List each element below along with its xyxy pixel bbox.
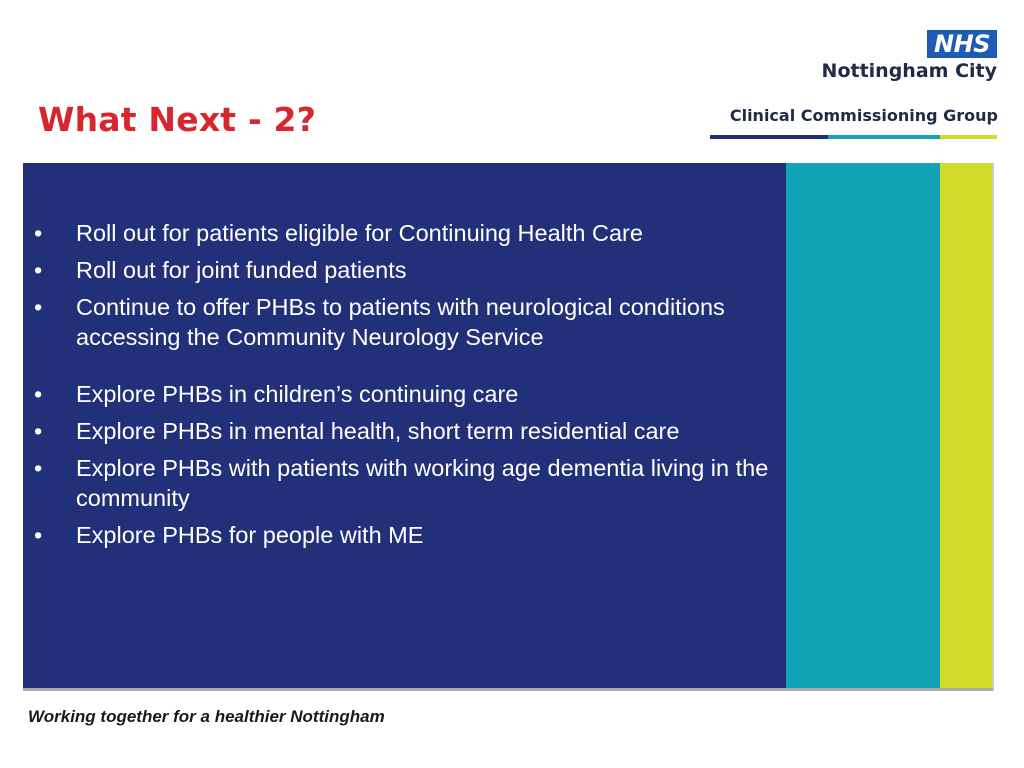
bullet-text: Roll out for patients eligible for Continuing Health Care bbox=[76, 220, 643, 246]
bullet-text: Explore PHBs in mental health, short term residential care bbox=[76, 418, 680, 444]
bullet-item bbox=[34, 292, 774, 352]
band-shadow-right bbox=[992, 163, 994, 691]
bullet-list bbox=[34, 218, 774, 557]
bullet-item bbox=[34, 520, 774, 550]
bullet-text: Explore PHBs for people with ME bbox=[76, 522, 424, 548]
bullet-marker: • bbox=[34, 220, 43, 246]
bullet-marker: • bbox=[34, 418, 43, 444]
bullet-item bbox=[34, 218, 774, 248]
logo-underline bbox=[710, 135, 997, 139]
bullet-marker: • bbox=[34, 257, 43, 283]
bullet-text: Continue to offer PHBs to patients with neurological conditions accessing the Community Neurology Service bbox=[76, 294, 725, 350]
bullet-item bbox=[34, 379, 774, 409]
footer-tagline: Working together for a healthier Nottingham bbox=[28, 707, 385, 726]
slide-title: What Next - 2? bbox=[38, 100, 317, 139]
band-shadow bbox=[23, 688, 993, 691]
nhs-logo: NHS bbox=[927, 30, 997, 58]
bullet-marker: • bbox=[34, 455, 43, 481]
bullet-text: Explore PHBs with patients with working age dementia living in the community bbox=[76, 455, 769, 511]
logo-underline-lime bbox=[940, 135, 997, 139]
organisation-subtitle: Clinical Commissioning Group bbox=[729, 106, 998, 125]
teal-stripe bbox=[786, 163, 940, 688]
bullet-spacer bbox=[34, 359, 774, 379]
bullet-text: Explore PHBs in children’s continuing care bbox=[76, 381, 519, 407]
bullet-item bbox=[34, 416, 774, 446]
bullet-marker: • bbox=[34, 381, 43, 407]
bullet-marker: • bbox=[34, 522, 43, 548]
bullet-text: Roll out for joint funded patients bbox=[76, 257, 407, 283]
bullet-marker: • bbox=[34, 294, 43, 320]
logo-underline-teal bbox=[828, 135, 940, 139]
lime-stripe bbox=[940, 163, 992, 688]
bullet-item bbox=[34, 255, 774, 285]
organisation-name: Nottingham City bbox=[821, 60, 997, 82]
logo-underline-navy bbox=[710, 135, 828, 139]
bullet-item bbox=[34, 453, 774, 513]
